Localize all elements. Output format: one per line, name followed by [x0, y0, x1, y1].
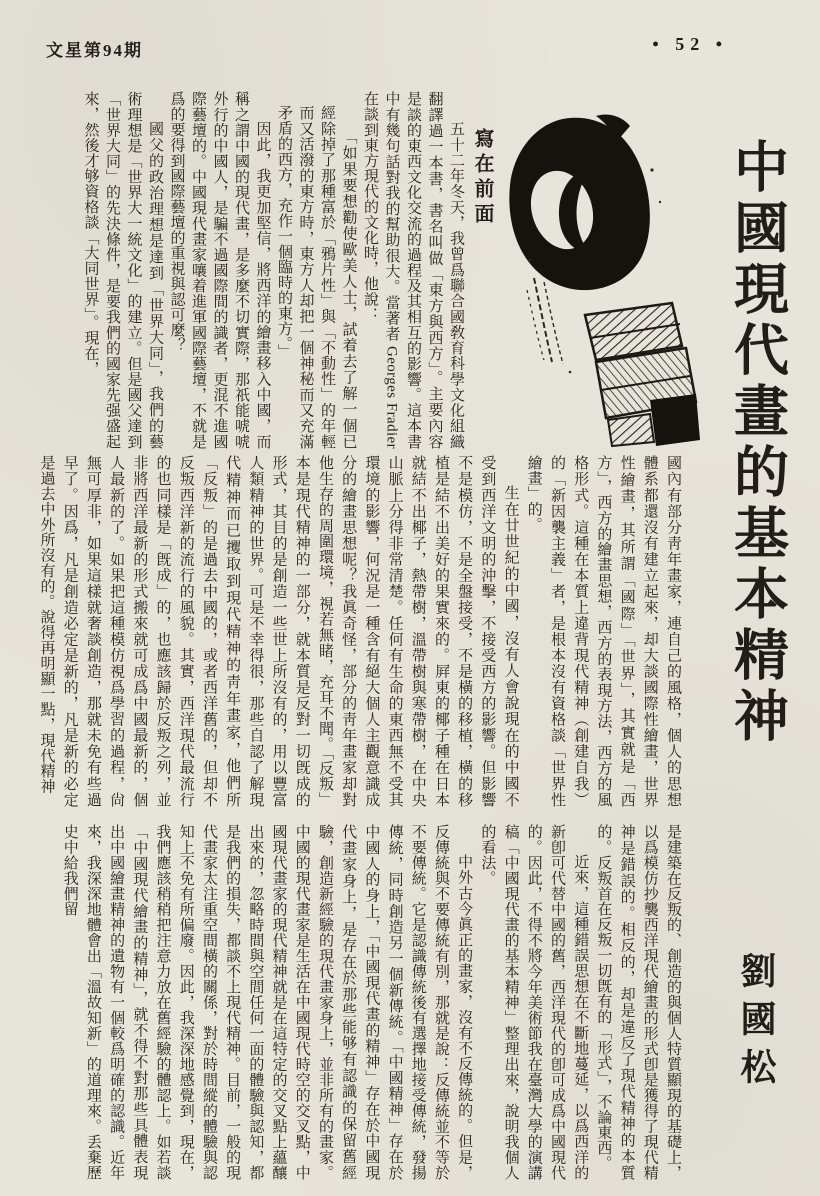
paragraph: 五十二年冬天，我曾爲聯合國敎育科學文化組織翻譯過一本書，書名叫做「東方與西方」。主要內容是談的東西文化交流的過程及其相互的影響。這本書中有幾句話對我的幫助很大。當著者 Georges Fradier 在談到東方現代的文化時，他說： — [362, 91, 464, 449]
section-heading: 寫在前面 — [471, 128, 493, 228]
page-number: • 52 • — [652, 34, 728, 54]
issue-label: 文星第94期 — [46, 41, 143, 60]
woodcut-illustration — [500, 110, 700, 448]
paragraph: 中外古今眞正的畫家，沒有不反傳統的。但是，反傳統與不要傳統有別，那就是說：反傳統並不等於不要傳統。它是認識傳統後有選擇地接受傳統，發揚傳統，同時創造另一個新傳統。「中國精神」存在於中國人的身上，「中國現代畫的精神」存在於中國現代畫家身上，是存在於那些能够有認識的保留舊經驗，創造新經驗的現代畫家身上，並非所有的畫家。中國的現代畫家是生活在中國現代時空的交叉點，中國現代畫家的現代精神就是在這特定的交叉點上蘊釀出來的，忽略時間與空間任何一面的體驗與認知，都是我們的損失，都談不上現代精神。目前，一般的現代畫家太注重空間橫的關係，對於時間縱的體驗與認知上不免有所偏廢。因此，我深深地感覺到，現在，我們應該稍稍把注意力放在舊經驗的體認上。如若談「中國現代繪畫的精神」，就不得不對那些具體表現出中國繪畫精神的遺物有一個較爲明確的認識。近年來，我深深地體會出「溫故知新」的道理來。丢棄歷史中給我們留 — [61, 824, 473, 1180]
paragraph: 生在廿世紀的中國，沒有人會說現在的中國不受到西洋文明的沖擊，不接受西方的影響。但影響不是模仿，不是全盤接受，不是橫的移植，橫的移植是結不出美好的果實來的。屛東的椰子種在日本就結不出椰子，熱帶樹，溫帶樹與寒帶樹，在中央山脈上分得非常清楚。任何有生命的東西無不受其環境的影響，何況是一種含有絕大個人主觀意識成分的繪畫思想呢？我眞奇怪，部分的靑年畫家却對他生存的周圍環境，視若無睹，充耳不聞。「反叛」本是現代精神的一部分，就本質是反對一切旣成的形式，其目的是創造一些世上所沒有的，用以豐富人類精神的世界。可是不幸得很，那些自認了解現代精神而已攫取到現代精神的靑年畫家，他們所「反叛」的是過去中國的，或者西洋舊的，但却不反叛西洋新的流行的風貌。其實，西洋現代最流行的也同樣是「旣成」的，也應該歸於反叛之列，並非將西洋最新的形式搬來就可成爲中國最新的，個人最新的了。如果把這種模仿視爲學習的過程，尙無可厚非，如果這樣就奢談創造，那就未免有些過早了。因爲，凡是創造必定是新的，凡是新的必定是過去中外所沒有的。說得再明顯一點，現代精神 — [38, 455, 519, 807]
text-band-2 — [28, 455, 684, 807]
paragraph: 因此，我更加堅信，將西洋的繪畫移入中國，而稱之謂中國的現代畫，是多麼不切實際，那祇能唬唬外行的中國人，是騙不過國際間的識者，更混不進國際藝壇的。中國現代畫家嚷着進軍國際藝壇，不就是爲的要得到國際藝壇的重視與認可麼？ — [168, 91, 271, 449]
paragraph: 國父的政治理想是達到「世界大同」，我們的藝術理想是「世界大一統文化」的建立。但是國父達到「世界大同」的先決條件，是要我們的國家先强盛起來，然後才够資格談「大同世界」。現在， — [82, 91, 163, 449]
paragraph: 國內有部分靑年畫家，連自己的風格，個人的思想體系都還沒有建立起來，却大談國際性繪畫，世界性繪畫，其所謂「國際」「世界」，其實就是「西方」，西方的繪畫思想，西方的表現方法，西方的風格形式。這種在本質上違背現代精神（創建自我）的「新因襲主義」者，是根本沒有資格談「世界性繪畫」的。 — [525, 455, 681, 807]
text-band-1 — [28, 91, 466, 449]
text-band-3 — [28, 824, 684, 1180]
article-title: 中國現代畫的基本精神 — [726, 138, 787, 748]
author-name: 劉國松 — [736, 952, 776, 1096]
paragraph: 「如果要想勸使歐美人士，試着去了解一個已經除掉了那種富於「鴉片性」與「不動性」的年輕而又活潑的東方時，東方人却把一個神秘而又充滿矛盾的西方，充作一個臨時的東方。」 — [276, 105, 357, 449]
paragraph: 近來，這種錯誤思想在不斷地蔓延，以爲西洋的新卽可代替中國的舊，西洋現代的卽可成爲中國現代的。因此，不得不將今年美術節我在臺灣大學的演講稿「中國現代畫的基本精神」整理出來，說明我個人的看法。 — [479, 824, 589, 1180]
paragraph: 是建築在反叛的、創造的與個人特質顯現的基礎上，以爲模仿抄襲西洋現代繪畫的形式卽是獲得了現代精神是錯誤的。相反的，却是違反了現代精神的本質的。反叛首在反叛一切旣有的「形式」，不論東西。 — [595, 824, 681, 1180]
